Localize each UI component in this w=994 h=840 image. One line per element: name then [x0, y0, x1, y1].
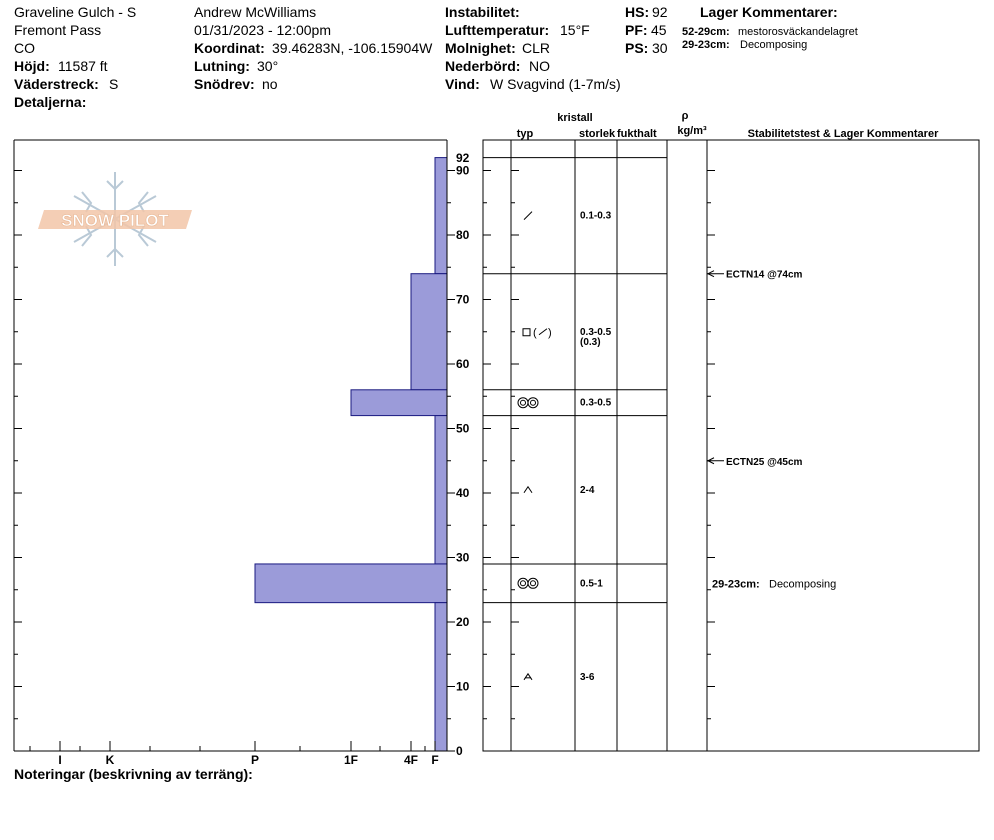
- area-text: Fremont Pass: [14, 22, 102, 38]
- icon-circle: [531, 400, 536, 405]
- x-tick-label: 4F: [403, 753, 419, 767]
- icon-circle: [528, 578, 538, 588]
- type-header: typ: [516, 128, 534, 140]
- x-tick-label: K: [105, 753, 115, 767]
- grain-size: 0.5-1: [580, 578, 603, 590]
- icon-circle: [518, 398, 528, 408]
- ps-label: PS:: [625, 40, 649, 56]
- icon-circle: [521, 400, 526, 405]
- icon-stroke: [524, 212, 532, 220]
- y-tick-label: 40: [456, 486, 470, 500]
- hardness-bar: [351, 390, 447, 416]
- layer-comment-range: 52-29cm:: [682, 26, 730, 38]
- hardness-bar: [255, 564, 447, 603]
- y-tick-label: 10: [456, 679, 470, 694]
- icon-circle: [521, 581, 526, 586]
- logo-text: SNOW PILOT: [61, 211, 169, 230]
- x-tick-label: F: [431, 753, 439, 767]
- wind-loading-value: no: [262, 76, 278, 92]
- melt-forms-icon: [518, 398, 538, 408]
- observer-text: Andrew McWilliams: [194, 4, 317, 20]
- icon-paren: (: [533, 326, 537, 339]
- layer-comments-title: Lager Kommentarer:: [700, 4, 838, 20]
- y-tick-label: 70: [456, 292, 470, 307]
- hardness-bar: [435, 603, 447, 751]
- coord-label: Koordinat:: [194, 40, 265, 56]
- density-unit-header: kg/m³: [677, 125, 707, 137]
- grain-size: 2-4: [580, 484, 595, 496]
- details-label: Detaljerna:: [14, 94, 87, 110]
- pf-label: PF:: [625, 22, 648, 38]
- stability-header: Stabilitetstest & Lager Kommentarer: [747, 128, 939, 140]
- stability-test-label: ECTN25 @45cm: [726, 456, 803, 468]
- layer-table: [483, 110, 979, 751]
- header: [14, 4, 858, 110]
- y-tick-label: 30: [456, 550, 470, 565]
- depth-hoar-icon: [524, 487, 532, 493]
- stability-test-label: ECTN14 @74cm: [726, 269, 803, 281]
- instability-label: Instabilitet:: [445, 4, 520, 20]
- icon-circle: [518, 578, 528, 588]
- x-tick-label: P: [250, 753, 260, 767]
- icon-chevron: [524, 487, 532, 493]
- y-tick-label: 80: [456, 228, 470, 242]
- air-temp-value: 15°F: [560, 22, 590, 38]
- size-header: storlek: [579, 128, 616, 140]
- location-text: Graveline Gulch - S: [14, 4, 137, 20]
- elevation-value: 11587 ft: [58, 58, 108, 74]
- coord-value: 39.46283N, -106.15904W: [272, 40, 433, 56]
- y-tick-label: 20: [456, 615, 470, 629]
- icon-paren: ): [548, 326, 552, 339]
- grain-size: 0.1-0.3: [580, 210, 612, 222]
- grain-size: 0.3-0.5: [580, 397, 612, 409]
- faceted-with-fragments-icon: [523, 327, 552, 339]
- sky-value: CLR: [522, 40, 551, 56]
- slope-label: Lutning:: [194, 58, 250, 74]
- decomposing-fragments-icon: [524, 212, 532, 220]
- icon-stroke: [539, 329, 547, 335]
- air-temp-label: Lufttemperatur:: [445, 22, 550, 38]
- icon-chevron: [524, 674, 532, 680]
- wind-loading-label: Snödrev:: [194, 76, 255, 92]
- melt-forms-icon: [518, 578, 538, 588]
- aspect-value: S: [109, 76, 119, 92]
- grain-size: 3-6: [580, 671, 595, 683]
- layer-comment-text: Decomposing: [740, 39, 808, 51]
- layer-note-range: 29-23cm:: [712, 578, 760, 591]
- icon-circle: [531, 581, 536, 586]
- hardness-bar: [435, 158, 447, 274]
- aspect-label: Väderstreck:: [14, 76, 99, 92]
- hs-label: HS:: [625, 4, 650, 20]
- crystal-header: kristall: [557, 112, 593, 124]
- y-top-label: 92: [456, 151, 470, 165]
- layer-comment-text: mestorosväckandelagret: [738, 26, 858, 38]
- grain-size: 0.3-0.5: [580, 326, 612, 338]
- moisture-header: fukthalt: [617, 128, 657, 140]
- hardness-chart: [14, 140, 470, 767]
- x-tick-label: 1F: [343, 753, 359, 767]
- layer-comment-range: 29-23cm:: [682, 39, 730, 51]
- elevation-label: Höjd:: [14, 58, 50, 74]
- slope-value: 30°: [257, 58, 279, 74]
- hardness-bar: [411, 274, 447, 390]
- snowpilot-logo: [38, 172, 192, 266]
- ps-value: 30: [652, 40, 668, 56]
- precip-value: NO: [529, 58, 550, 74]
- hs-value: 92: [652, 4, 668, 20]
- hardness-bar: [435, 416, 447, 564]
- icon-circle: [528, 398, 538, 408]
- icon-square: [523, 329, 530, 336]
- sky-label: Molnighet:: [445, 40, 516, 56]
- wind-label: Vind:: [445, 76, 480, 92]
- datetime-text: 01/31/2023 - 12:00pm: [194, 22, 331, 38]
- pf-value: 45: [651, 22, 667, 38]
- notes-label: Noteringar (beskrivning av terräng):: [14, 766, 253, 782]
- y-tick-label: 60: [456, 357, 470, 371]
- layer-note-text: Decomposing: [769, 578, 837, 591]
- state-text: CO: [14, 40, 35, 56]
- depth-hoar-faceted-icon: [524, 674, 532, 680]
- precip-label: Nederbörd:: [445, 58, 521, 74]
- y-tick-label: 90: [456, 163, 470, 178]
- y-tick-label: 50: [456, 421, 470, 436]
- grain-size-secondary: (0.3): [580, 336, 601, 348]
- y-tick-label: 0: [456, 744, 463, 758]
- rho-header: ρ: [681, 110, 689, 122]
- x-tick-label: I: [58, 753, 62, 767]
- wind-value: W Svagvind (1-7m/s): [490, 76, 621, 92]
